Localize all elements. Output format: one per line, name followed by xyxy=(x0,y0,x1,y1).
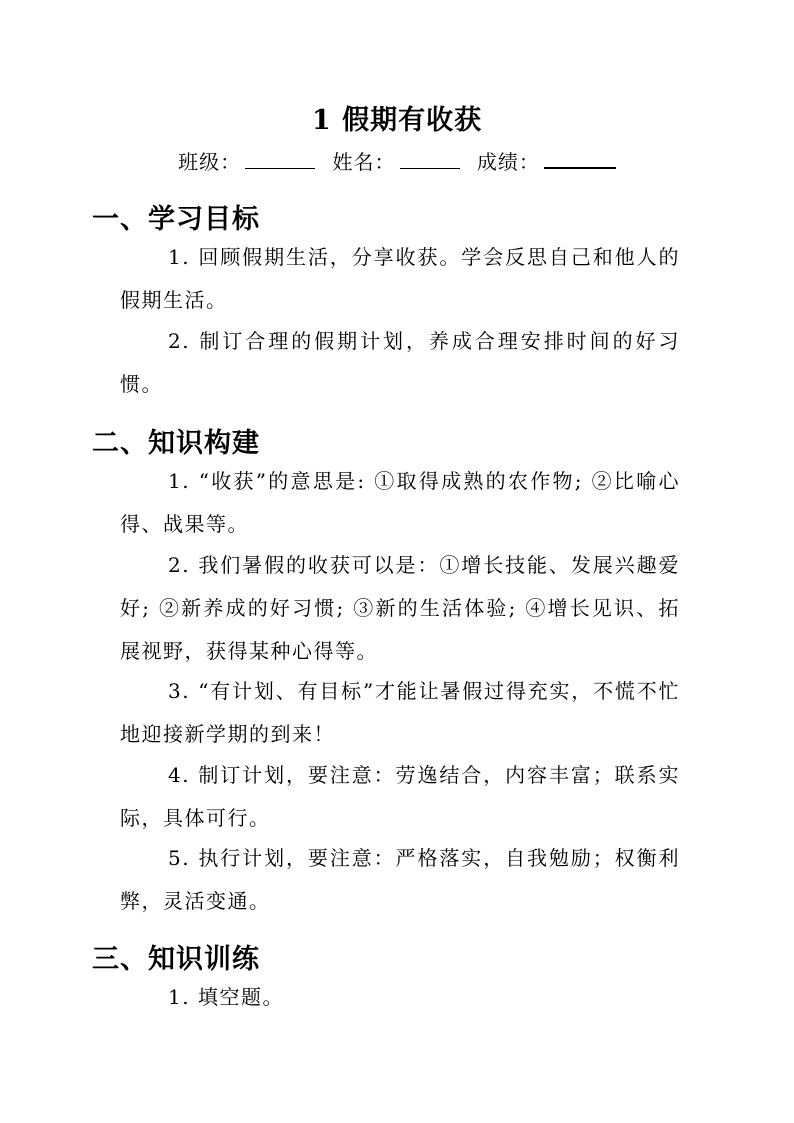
score-blank[interactable] xyxy=(544,149,616,169)
knowledge-item: 5. 执行计划，要注意：严格落实，自我勉励；权衡利弊，灵活变通。 xyxy=(120,846,680,913)
knowledge-item: 3. “有计划、有目标”才能让暑假过得充实，不慌不忙地迎接新学期的到来！ xyxy=(120,679,680,746)
name-blank[interactable] xyxy=(400,150,460,169)
knowledge-item: 1. “收获”的意思是: ①取得成熟的农作物; ②比喻心得、战果等。 xyxy=(120,469,680,536)
section-heading-knowledge-training: 三、知识训练 xyxy=(92,944,260,975)
score-label: 成绩： xyxy=(476,150,540,174)
knowledge-item: 4. 制订计划，要注意：劳逸结合，内容丰富；联系实际，具体可行。 xyxy=(120,763,680,830)
name-label: 姓名： xyxy=(332,150,396,174)
section-heading-knowledge-building: 二、知识构建 xyxy=(92,428,260,459)
knowledge-item: 2. 我们暑假的收获可以是：①增长技能、发展兴趣爱好; ②新养成的好习惯; ③新的生活体验; ④增长见识、拓展视野，获得某种心得等。 xyxy=(120,553,680,663)
learning-goal-item: 2. 制订合理的假期计划，养成合理安排时间的好习惯。 xyxy=(120,329,680,396)
learning-goal-item: 1. 回顾假期生活，分享收获。学会反思自己和他人的假期生活。 xyxy=(120,245,680,312)
training-item: 1. 填空题。 xyxy=(168,985,284,1009)
student-info-line xyxy=(0,146,794,175)
section-heading-learning-goals: 一、学习目标 xyxy=(92,204,260,235)
document-title: 1 假期有收获 xyxy=(311,105,483,136)
class-blank[interactable] xyxy=(245,150,315,169)
class-label: 班级： xyxy=(178,150,242,174)
